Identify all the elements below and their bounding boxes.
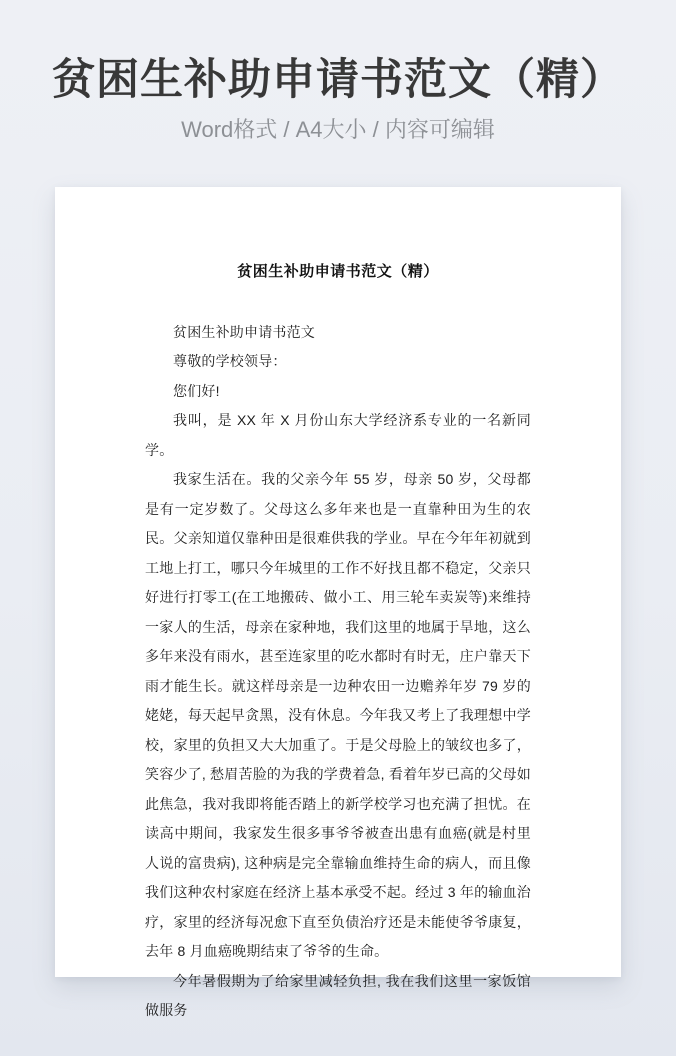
document-paragraph: 尊敬的学校领导：: [173, 353, 287, 370]
document-paragraph: 我叫，是 XX 年 X 月份山东大学经济系专业的一名新同学。: [145, 412, 531, 458]
document-paragraph: 今年暑假期为了给家里减轻负担, 我在我们这里一家饭馆做服务: [145, 972, 531, 1019]
page-subtitle: Word格式 / A4大小 / 内容可编辑: [181, 117, 495, 143]
document-paragraph: 贫困生补助申请书范文: [173, 323, 315, 340]
document-body: [145, 318, 531, 1026]
site-header: [0, 0, 676, 144]
document-paragraph: 您们好!: [173, 382, 220, 399]
document-title: 贫困生补助申请书范文（精）: [237, 262, 439, 280]
document-paragraph: 我家生活在。我的父亲今年 55 岁，母亲 50 岁，父母都是有一定岁数了。父母这么多年来也是一直靠种田为生的农民。父亲知道仅靠种田是很难供我的学业。早在今年年初就到工地上打工，哪只今年城里的工作不好找且都不稳定，父亲只好进行打零工(在工地搬砖、做小工、用三轮车卖炭等)来维持一家人的生活，母亲在家种地，我们这里的地属于旱地，这么多年来没有雨水，甚至连家里的吃水都时有时无，庄户靠天下雨才能生长。就这样母亲是一边种农田一边赡养年岁 79 岁的姥姥，每天起早贪黑，没有休息。今年我又考上了我理想中学校，家里的负担又大大加重了。于是父母脸上的皱纹也多了，笑容少了, 愁眉苦脸的为我的学费着急, 看着年岁已高的父母如此焦急，我对我即将能否踏上的新学校学习也充满了担忧。在读高中期间，我家发生很多事爷爷被查出患有血癌(就是村里人说的富贵病), 这种病是完全靠输血维持生命的病人，而且像我们这种农村家庭在经济上基本承受不起。经过 3 年的输血治疗，家里的经济每况愈下直至负债治疗还是未能使爷爷康复，去年 8 月血癌晚期结束了爷爷的生命。: [145, 471, 531, 960]
document-preview-page: [55, 187, 621, 1019]
page-title: 贫困生补助申请书范文（精）: [52, 56, 624, 104]
